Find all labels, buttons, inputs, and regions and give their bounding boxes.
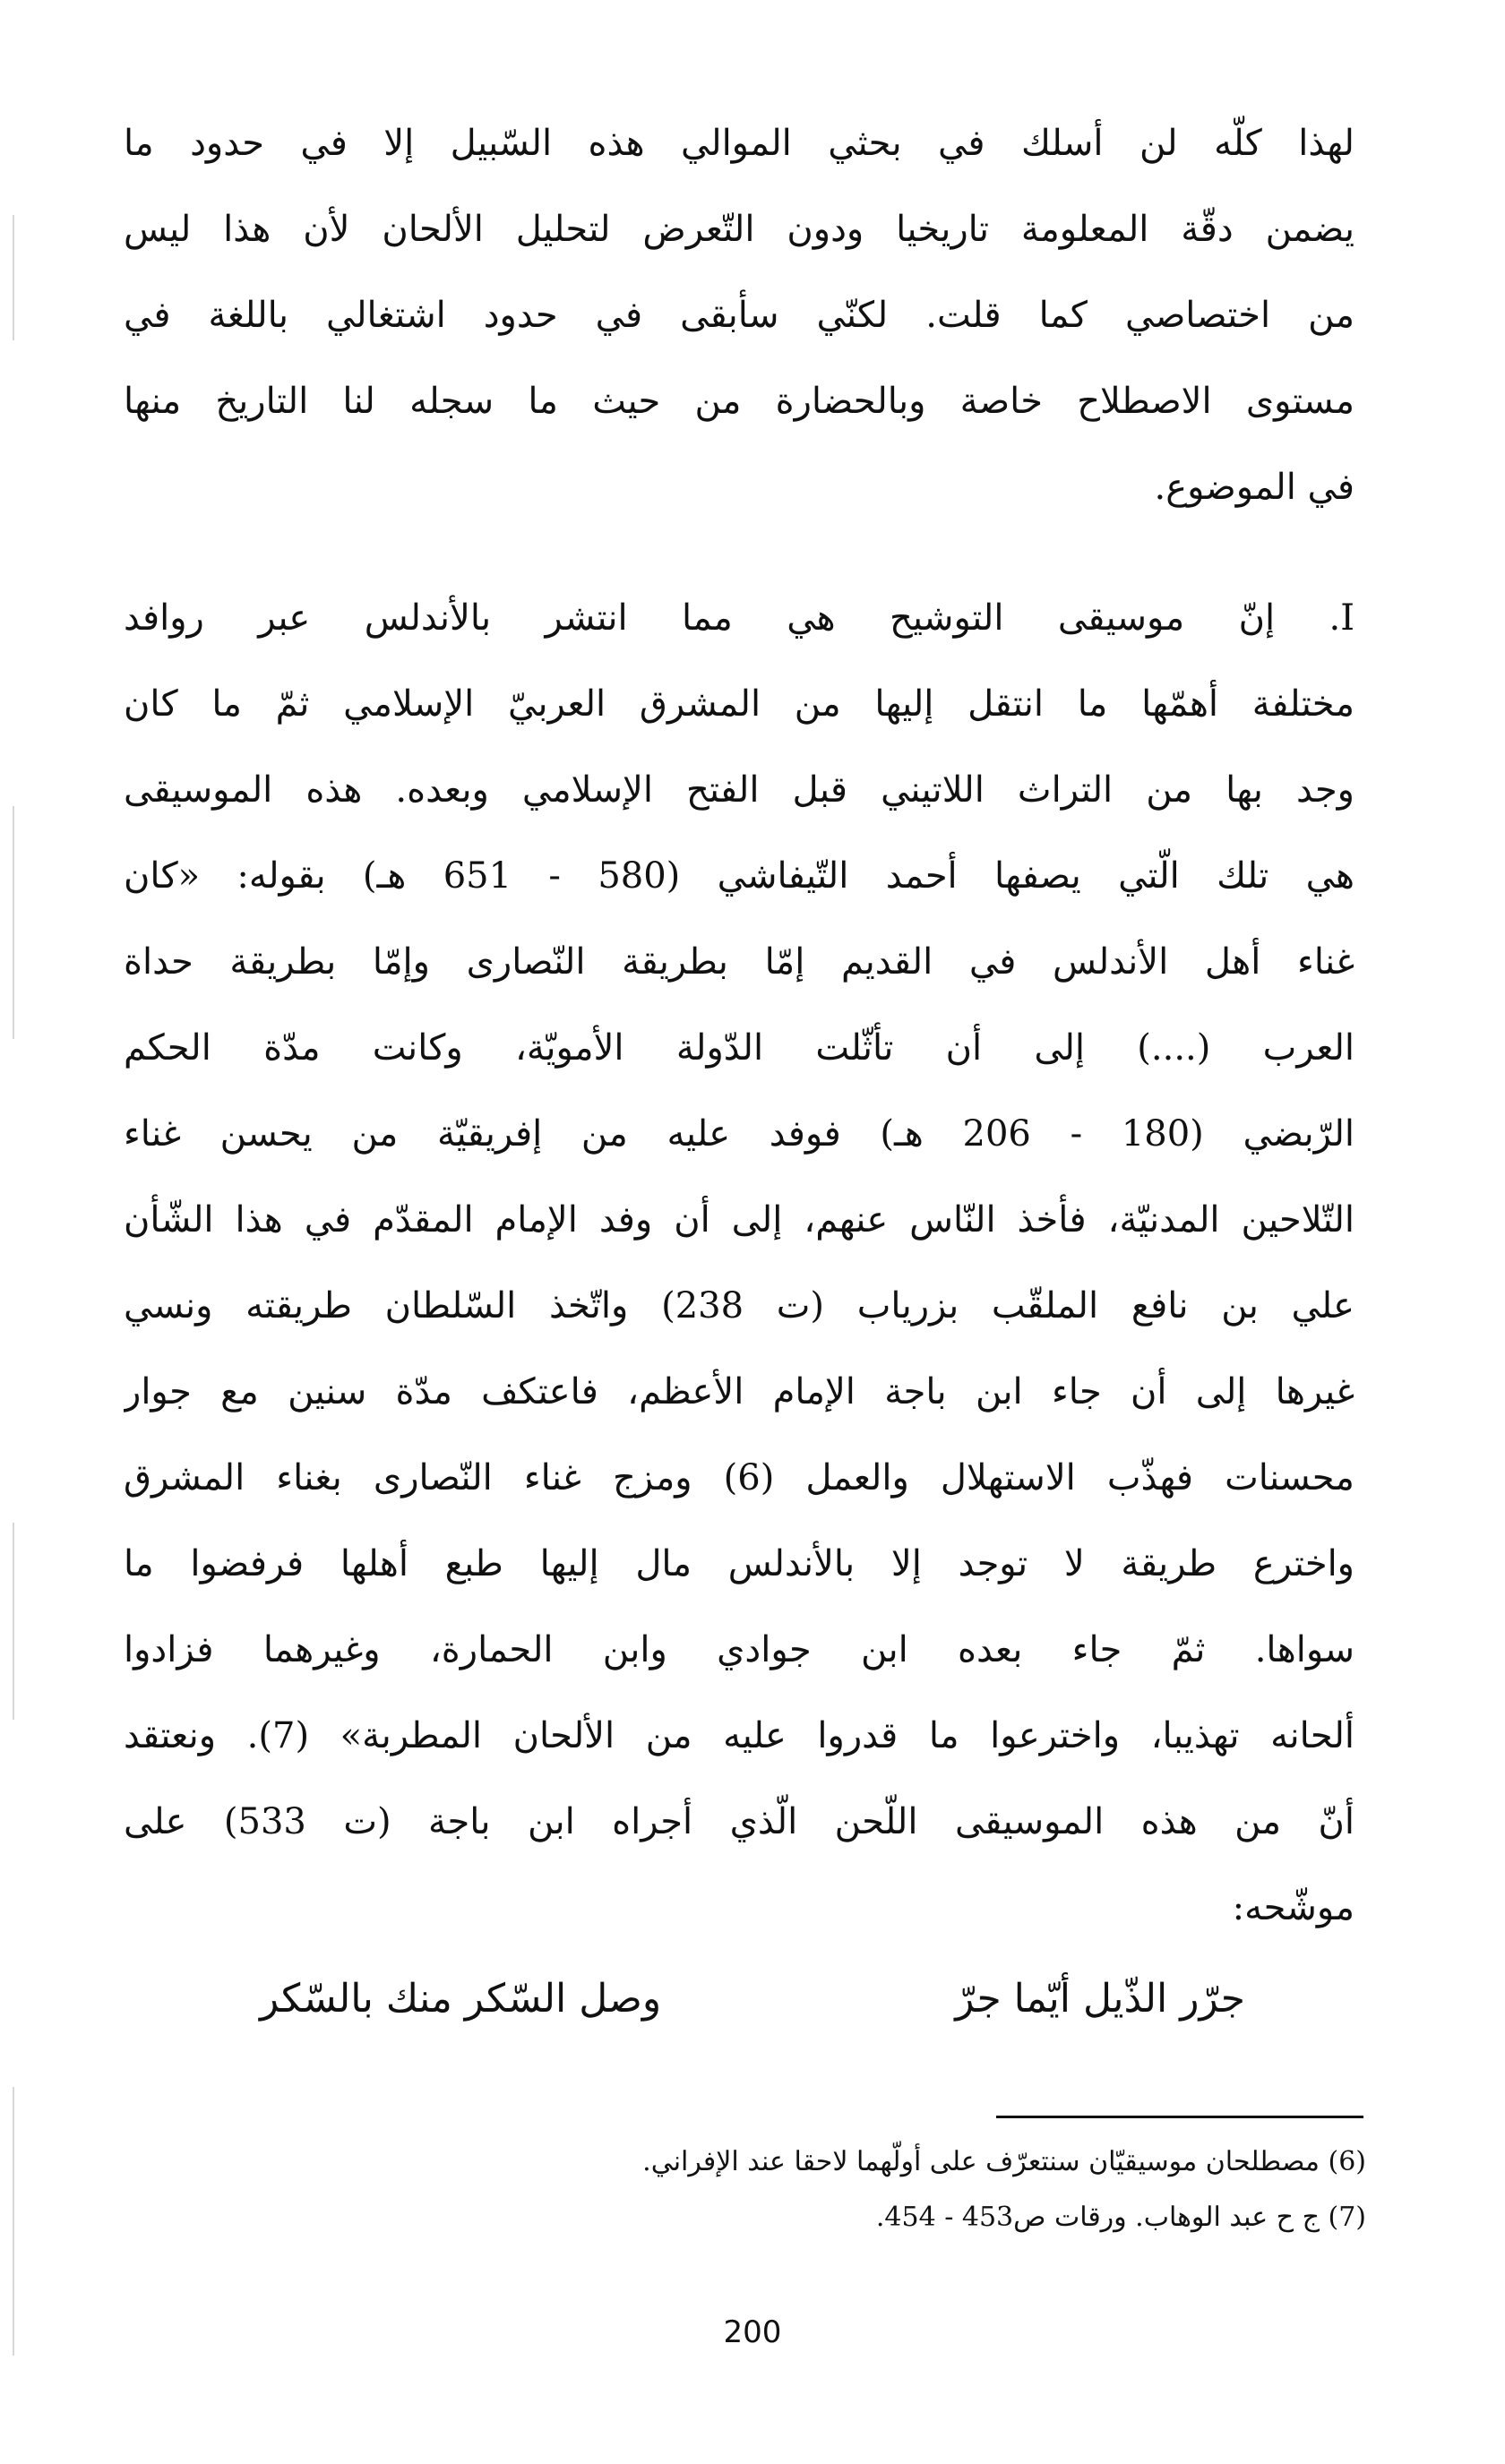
text-line: موشّحه:: [1232, 1887, 1354, 1928]
text-line: لهذا كلّه لن أسلك في بحثي الموالي هذه السّبيل إلا في حدود ما: [124, 123, 1354, 164]
page-number: 200: [723, 2314, 782, 2350]
poem-verse: [260, 1956, 1245, 2042]
scan-edge-mark: [13, 215, 14, 340]
text-line: من اختصاصي كما قلت. لكنّي سأبقى في حدود اشتغالي باللغة في: [124, 295, 1354, 336]
text-line: غناء أهل الأندلس في القديم إمّا بطريقة النّصارى وإمّا بطريقة حداة: [124, 941, 1354, 983]
text-line: في الموضوع.: [1154, 467, 1354, 508]
text-line: ألحانه تهذيبا، واخترعوا ما قدروا عليه من الألحان المطربة» (7). ونعتقد: [124, 1715, 1354, 1756]
text-line: سواها. ثمّ جاء بعده ابن جوادي وابن الحمارة، وغيرهما فزادوا: [124, 1629, 1354, 1670]
verse-hemistich-right: جرّر الذّيل أيّما جرّ: [955, 1976, 1245, 2022]
text-line: واخترع طريقة لا توجد إلا بالأندلس مال إليها طبع أهلها فرفضوا ما: [124, 1543, 1354, 1584]
text-line: وجد بها من التراث اللاتيني قبل الفتح الإسلامي وبعده. هذه الموسيقى: [124, 769, 1354, 811]
footnote-7: (7) ج ح عبد الوهاب. ورقات ص453 - 454.: [875, 2202, 1366, 2233]
scan-edge-mark: [13, 2087, 14, 2356]
text-line: التّلاحين المدنيّة، فأخذ النّاس عنهم، إلى أن وفد الإمام المقدّم في هذا الشّأن: [124, 1199, 1354, 1241]
footnote-6: (6) مصطلحان موسيقيّان سنتعرّف على أولّهما لاحقا عند الإفراني.: [642, 2146, 1366, 2177]
text-line: أنّ من هذه الموسيقى اللّحن الّذي أجراه ابن باجة (ت 533) على: [124, 1801, 1354, 1842]
footnote-separator: [996, 2116, 1363, 2118]
text-line: مستوى الاصطلاح خاصة وبالحضارة من حيث ما سجله لنا التاريخ منها: [124, 381, 1354, 422]
paragraph-section-one: [124, 575, 1354, 1951]
text-line: محسنات فهذّب الاستهلال والعمل (6) ومزج غناء النّصارى بغناء المشرق: [124, 1457, 1354, 1498]
text-line: الرّبضي (180 - 206 هـ) فوفد عليه من إفريقيّة من يحسن غناء: [124, 1113, 1354, 1155]
text-line: مختلفة أهمّها ما انتقل إليها من المشرق العربيّ الإسلامي ثمّ ما كان: [124, 683, 1354, 725]
text-line: غيرها إلى أن جاء ابن باجة الإمام الأعظم، فاعتكف مدّة سنين مع جوار: [124, 1371, 1354, 1412]
text-line: يضمن دقّة المعلومة تاريخيا ودون التّعرض لتحليل الألحان لأن هذا ليس: [124, 209, 1354, 250]
verse-hemistich-left: وصل السّكر منك بالسّكر: [260, 1976, 662, 2022]
scan-edge-mark: [13, 806, 14, 1039]
text-line: علي بن نافع الملقّب بزرياب (ت 238) واتّخذ السّلطان طريقته ونسي: [124, 1285, 1354, 1326]
paragraph-intro: [124, 100, 1354, 530]
text-line: العرب (....) إلى أن تأثّلت الدّولة الأمويّة، وكانت مدّة الحكم: [124, 1027, 1354, 1069]
text-line: I. إنّ موسيقى التوشيح هي مما انتشر بالأندلس عبر روافد: [124, 597, 1354, 639]
scan-edge-mark: [13, 1523, 14, 1720]
text-line: هي تلك الّتي يصفها أحمد التّيفاشي (580 - 651 هـ) بقوله: «كان: [124, 855, 1354, 897]
